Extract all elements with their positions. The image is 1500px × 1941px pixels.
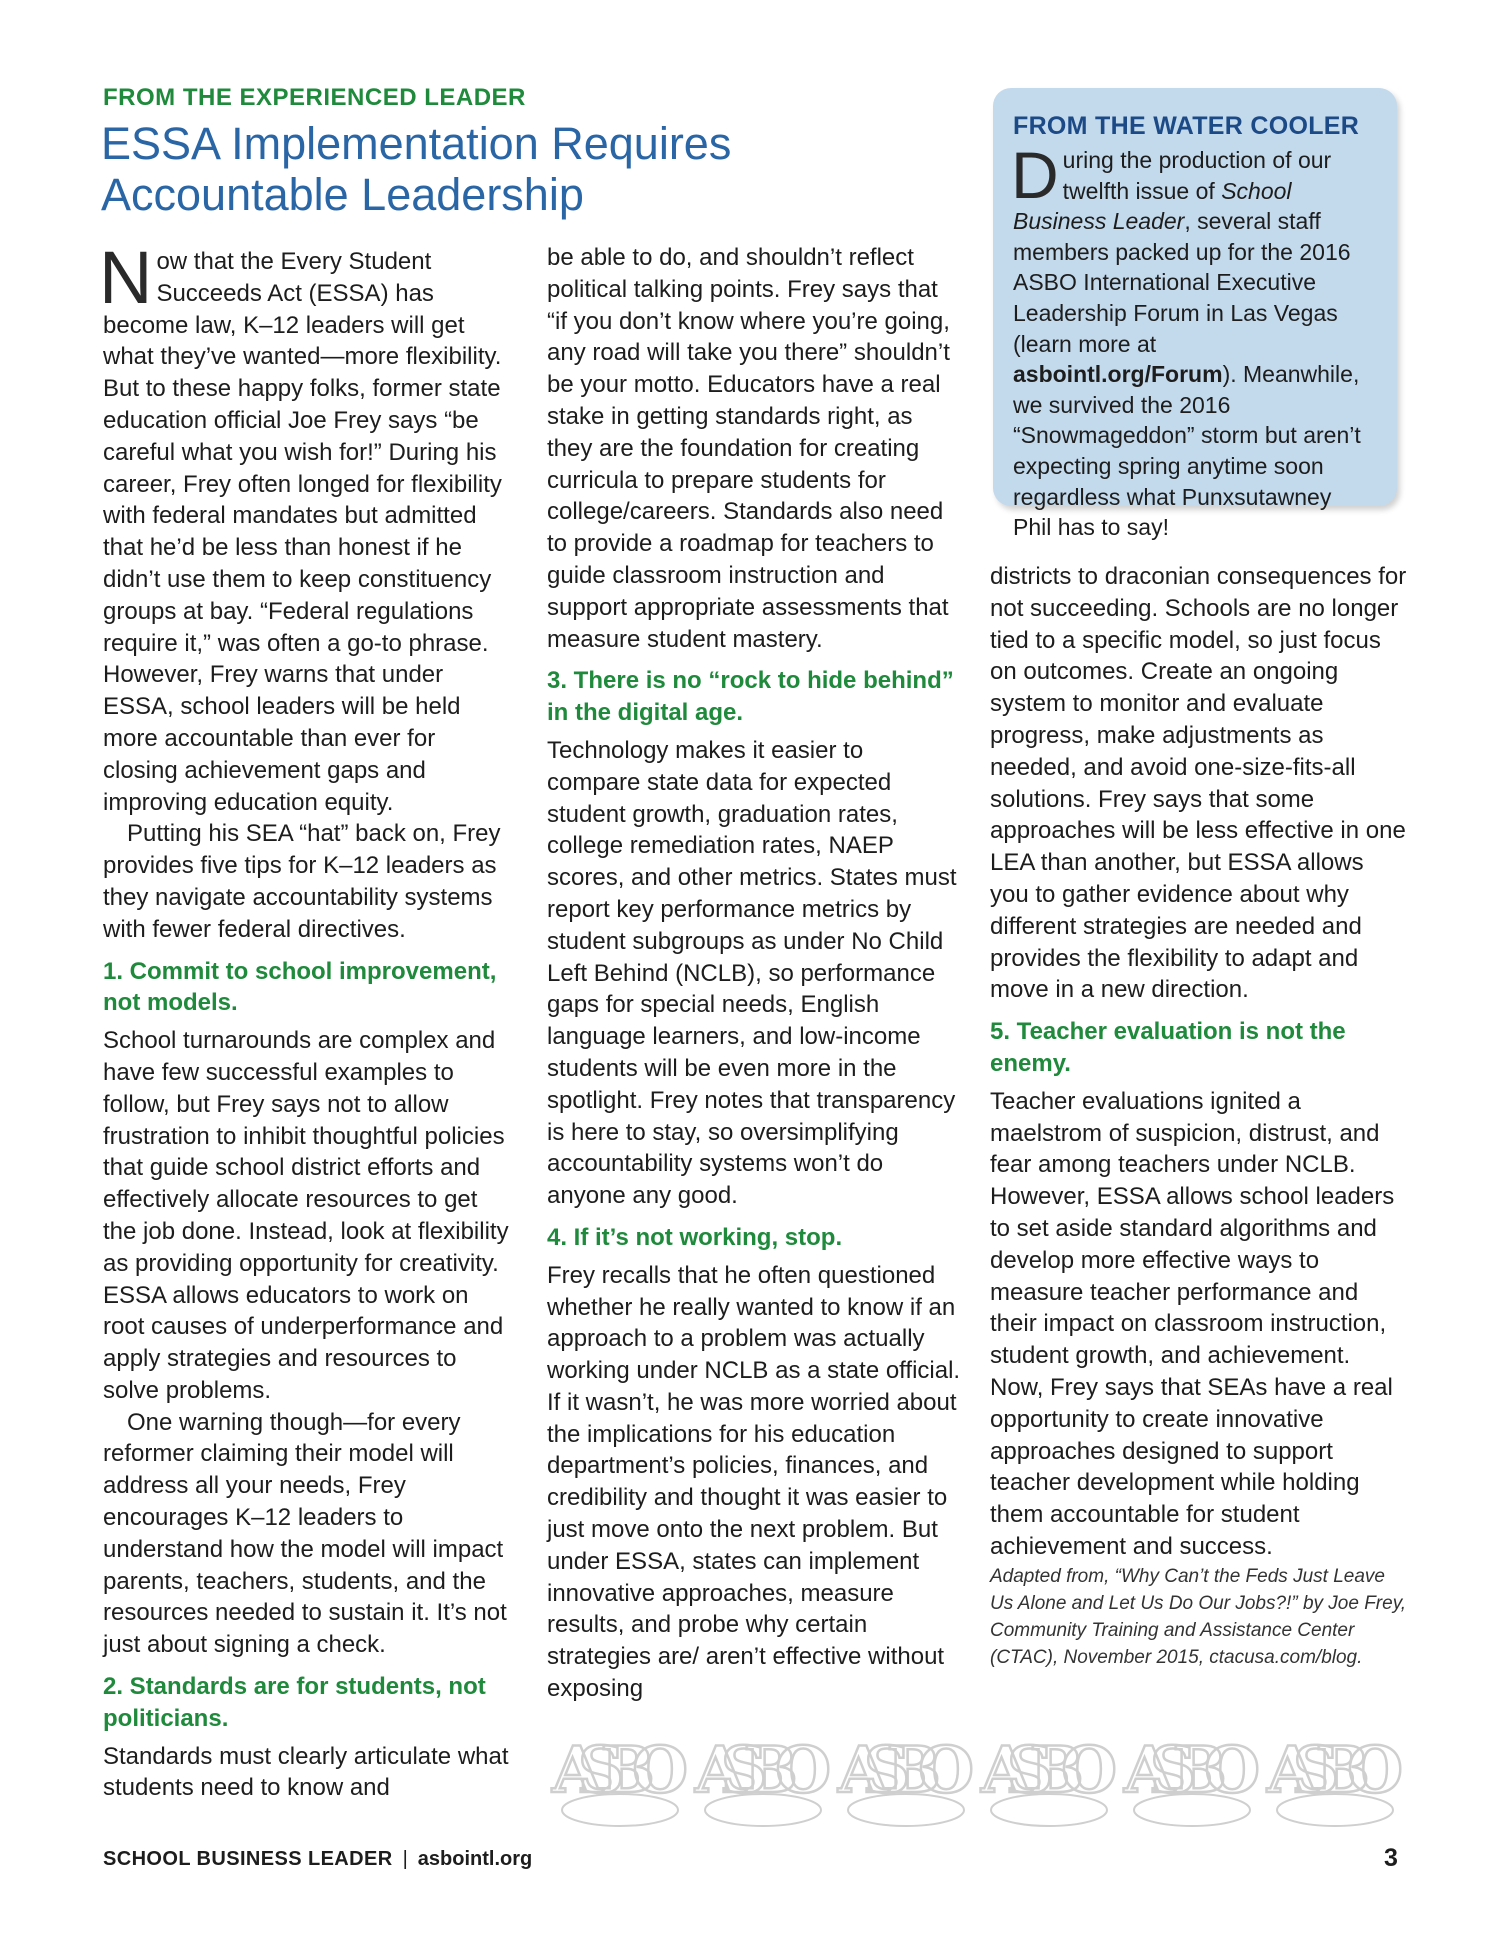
intro-paragraph-1-text: ow that the Every Student Succeeds Act (ESSA) has become law, K–12 leaders will get what they’ve wanted—more flexibility. But to these happy folks, former state education official Joe Frey says “be careful what you wish for!” During his career, Frey often longed for flexibility with federal mandates but admitted that he’d be less than honest if he didn’t use them to keep constituency groups at bay. “Federal regulations require it,” was often a go-to phrase. However, Frey warns that under ESSA, school leaders will be held more accountable than ever for closing achievement gaps and improving education equity. xyxy=(103,248,502,816)
tip-2-paragraph-continued: be able to do, and shouldn’t reflect political talking points. Frey says that “if you don’t know where you’re going, any road will take you there” shouldn’t be your motto. Educators have a real stake in getting standards right, as they are the foundation for creating curricula to prepare students for college/careers. Standards also need to provide a roadmap for teachers to guide classroom instruction and support appropriate assessments that measure student mastery. xyxy=(547,244,950,653)
asbo-logo-mark: ASBO xyxy=(695,1733,831,1808)
sidebar-text-b: , several staff members packed up for the 2016 ASBO International Executive Leadership Forum in Las Vegas (learn more at xyxy=(1013,208,1351,357)
article-column-3 xyxy=(990,561,1408,1671)
water-cooler-sidebar xyxy=(993,88,1397,541)
tip-5-heading: 5. Teacher evaluation is not the enemy. xyxy=(990,1018,1346,1077)
source-credit: Adapted from, “Why Can’t the Feds Just Leave Us Alone and Let Us Do Our Jobs?!” by Joe Frey, Community Training and Assistance Center (CTAC), November 2015, ctacusa.com/blog. xyxy=(990,1565,1407,1668)
tip-2-heading: 2. Standards are for students, not politicians. xyxy=(103,1673,486,1732)
sidebar-text-a: uring the production of our twelfth issue of xyxy=(1062,147,1332,204)
article-headline xyxy=(101,118,901,220)
tip-4-paragraph-start: Frey recalls that he often questioned whether he really wanted to know if an approach to a problem was actually working under NCLB as a state official. If it wasn’t, he was more worried about the implications for his education department’s policies, finances, and credibility and thought it was easier to just move onto the next problem. But under ESSA, states can implement innovative approaches, measure results, and probe why certain strategies are/ aren’t effective without exposing xyxy=(547,1261,961,1703)
tip-2-paragraph-start: Standards must clearly articulate what students need to know and xyxy=(103,1742,509,1802)
sidebar-publication-name: School Business Leader xyxy=(1013,177,1292,235)
headline-line-2: Accountable Leadership xyxy=(101,169,584,220)
sidebar-drop-cap: D xyxy=(1011,138,1059,212)
tip-3-heading: 3. There is no “rock to hide behind” in the digital age. xyxy=(547,667,954,727)
sidebar-title: FROM THE WATER COOLER xyxy=(1013,112,1360,140)
footer-url-link[interactable]: asbointl.org xyxy=(417,1848,533,1870)
drop-cap: N xyxy=(99,236,153,319)
footer xyxy=(103,1848,532,1871)
asbo-logo-mark: ASBO xyxy=(552,1733,688,1808)
tip-3-paragraph: Technology makes it easier to compare state data for expected student growth, graduation rates, college remediation rates, NAEP scores, and other metrics. States must report key performance metrics by student subgroups as under No Child Left Behind (NCLB), so performance gaps for special needs, English language learners, and low-income students will be even more in the spotlight. Frey notes that transparency is here to stay, so oversimplifying accountability systems won’t do anyone any good. xyxy=(547,736,957,1210)
tip-1-paragraph-2: One warning though—for every reformer claiming their model will address all your needs, Frey encourages K–12 leaders to understand how the model will impact parents, teachers, students, and the resources needed to sustain it. It’s not just about signing a check. xyxy=(103,1408,507,1659)
sidebar-text-c: ). Meanwhile, we survived the 2016 “Snowmageddon” storm but aren’t expecting spring anytime soon regardless what Punxsutawney Phil has to say! xyxy=(1013,361,1361,541)
asbo-logo-mark: ASBO xyxy=(1124,1733,1260,1808)
section-kicker: FROM THE EXPERIENCED LEADER xyxy=(103,84,526,111)
article-column-2 xyxy=(547,242,963,1705)
footer-publication: SCHOOL BUSINESS LEADER xyxy=(103,1848,393,1870)
article-column-1 xyxy=(99,236,515,1804)
page-number: 3 xyxy=(1384,1844,1398,1872)
tip-5-paragraph: Teacher evaluations ignited a maelstrom of suspicion, distrust, and fear among teachers under NCLB. However, ESSA allows school leaders to set aside standard algorithms and develop more effective ways to measure teacher performance and their impact on classroom instruction, student growth, and achievement. Now, Frey says that SEAs have a real opportunity to create innovative approaches designed to support teacher development while holding them accountable for student achievement and success. xyxy=(990,1087,1395,1560)
intro-paragraph-2: Putting his SEA “hat” back on, Frey provides five tips for K–12 leaders as they navigate accountability systems with fewer federal directives. xyxy=(103,820,501,943)
tip-1-heading: 1. Commit to school improvement, not models. xyxy=(103,957,497,1017)
forum-link[interactable]: asbointl.org/Forum xyxy=(1013,361,1223,388)
tip-1-paragraph-1: School turnarounds are complex and have few successful examples to follow, but Frey says not to allow frustration to inhibit thoughtful policies that guide school district efforts and effectively allocate resources to get the job done. Instead, look at flexibility as providing opportunity for creativity. ESSA allows educators to work on root causes of underperformance and apply strategies and resources to solve problems. xyxy=(103,1027,509,1404)
headline-line-1: ESSA Implementation Requires xyxy=(101,118,732,169)
sidebar-text xyxy=(1011,138,1375,543)
asbo-logo-mark: ASBO xyxy=(1267,1733,1403,1808)
asbo-logo-pattern xyxy=(548,1714,1404,1830)
tip-4-heading: 4. If it’s not working, stop. xyxy=(547,1223,843,1251)
asbo-logo-mark: ASBO xyxy=(838,1733,974,1808)
intro-paragraph-1 xyxy=(99,236,515,818)
asbo-logo-mark: ASBO xyxy=(981,1733,1117,1808)
footer-separator: | xyxy=(402,1848,408,1870)
tip-4-paragraph-continued: districts to draconian consequences for not succeeding. Schools are no longer tied to a specific model, so just focus on outcomes. Create an ongoing system to monitor and evaluate progress, make adjustments as needed, and avoid one-size-fits-all solutions. Frey says that some approaches will be less effective in one LEA than another, but ESSA allows you to gather evidence about why different strategies are needed and provides the flexibility to adapt and move in a new direction. xyxy=(990,563,1407,1004)
